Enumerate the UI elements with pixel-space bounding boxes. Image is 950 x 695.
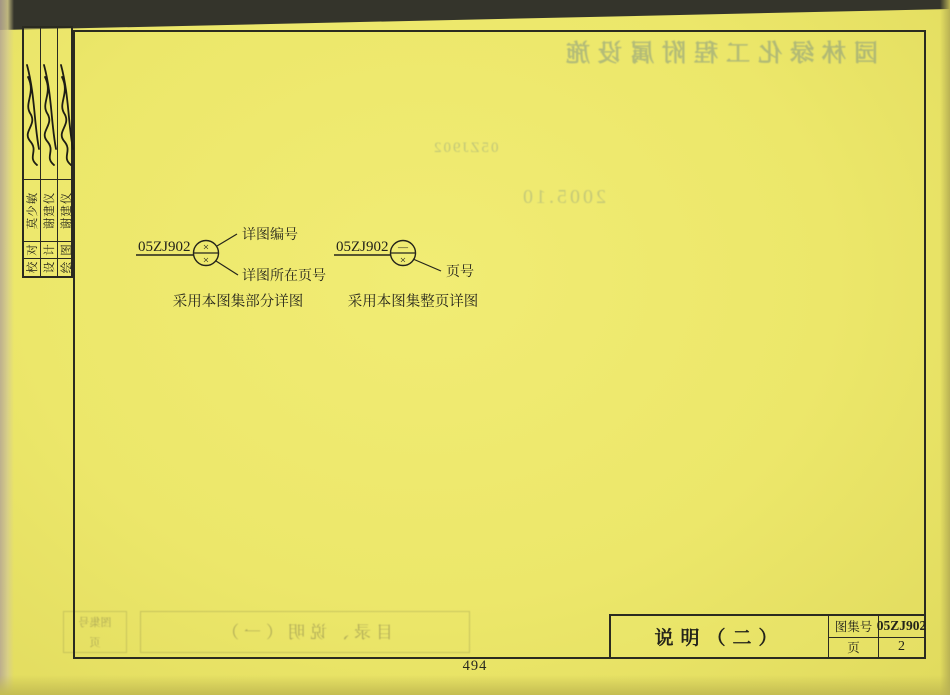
detail-page-label: 详图所在页号 bbox=[242, 269, 326, 284]
text-line bbox=[99, 540, 499, 562]
role-char-1: 设 bbox=[44, 261, 56, 274]
text-line bbox=[517, 512, 917, 534]
leader-line bbox=[413, 259, 441, 271]
book-page-number: 494 bbox=[462, 658, 488, 674]
text-line bbox=[99, 338, 499, 360]
text-line bbox=[99, 64, 499, 86]
text-line bbox=[517, 64, 917, 86]
text-line bbox=[517, 310, 917, 332]
role-char-2: 图 bbox=[58, 242, 74, 259]
blank-placeholder: — bbox=[398, 242, 408, 254]
text-line bbox=[517, 198, 917, 220]
text-line bbox=[99, 86, 499, 108]
leader-line bbox=[217, 234, 237, 246]
text-line bbox=[517, 243, 917, 265]
text-line bbox=[517, 221, 917, 243]
text-line bbox=[99, 518, 499, 540]
text-line bbox=[99, 361, 499, 383]
text-line bbox=[517, 534, 917, 556]
page-number-label: 页号 bbox=[446, 265, 474, 280]
right-column bbox=[517, 64, 917, 579]
text-line bbox=[517, 131, 917, 153]
sheet-title: 说明（二） bbox=[654, 628, 785, 649]
detail-number-placeholder: × bbox=[202, 241, 210, 254]
text-line bbox=[517, 109, 917, 131]
text-line bbox=[99, 428, 499, 450]
text-line bbox=[517, 377, 917, 399]
handwritten-signature bbox=[58, 28, 74, 180]
detail-page-placeholder: × bbox=[202, 254, 210, 267]
text-line bbox=[99, 495, 499, 517]
left-column-lower bbox=[99, 316, 499, 585]
text-line bbox=[517, 467, 917, 489]
text-line bbox=[99, 473, 499, 495]
text-line bbox=[517, 422, 917, 444]
text-line bbox=[99, 406, 499, 428]
text-line bbox=[517, 400, 917, 422]
sheet-page-value: 2 bbox=[878, 637, 924, 658]
bleed-through-code: 05ZJ902 bbox=[432, 140, 499, 156]
text-line bbox=[99, 176, 499, 198]
scan-edge-left bbox=[0, 0, 14, 695]
text-line bbox=[517, 154, 917, 176]
atlas-number-label: 图集号 bbox=[828, 616, 878, 637]
text-line bbox=[517, 557, 917, 579]
detail-number-label: 详图编号 bbox=[242, 228, 298, 243]
role-char-2: 对 bbox=[24, 242, 40, 259]
text-line bbox=[99, 450, 499, 472]
bleed-through-prev-title: 目录、说明（一） bbox=[140, 611, 470, 653]
left-symbol-caption: 采用本图集部分详图 bbox=[172, 294, 304, 310]
right-symbol-caption: 采用本图集整页详图 bbox=[347, 294, 479, 310]
text-line bbox=[99, 562, 499, 584]
atlas-number-value: 05ZJ902 bbox=[878, 616, 924, 637]
signature-scribble-icon bbox=[42, 34, 57, 174]
left-column-upper bbox=[99, 64, 499, 198]
role-char-1: 校 bbox=[27, 261, 39, 274]
page-number-placeholder: × bbox=[399, 254, 407, 267]
signature-row bbox=[40, 28, 57, 276]
bleed-atlas-label: 图集号 bbox=[78, 617, 112, 629]
text-line bbox=[517, 266, 917, 288]
text-line bbox=[99, 131, 499, 153]
handwritten-signature bbox=[24, 28, 40, 180]
bleed-through-date: 2005.10 bbox=[520, 186, 606, 208]
handwritten-signature bbox=[41, 28, 57, 180]
signature-scribble-icon bbox=[59, 34, 74, 174]
signature-table bbox=[22, 26, 73, 278]
signature-row bbox=[24, 28, 40, 276]
bleed-page-label: 页 bbox=[89, 637, 101, 649]
role-char-2: 计 bbox=[41, 242, 57, 259]
text-line bbox=[517, 489, 917, 511]
leader-line bbox=[216, 261, 238, 275]
text-line bbox=[99, 154, 499, 176]
role-char-1: 绘 bbox=[61, 261, 73, 274]
text-line bbox=[99, 383, 499, 405]
text-line bbox=[517, 288, 917, 310]
index-symbol-diagram bbox=[90, 208, 490, 314]
right-index-code: 05ZJ902 bbox=[336, 239, 389, 255]
text-line bbox=[517, 355, 917, 377]
title-block bbox=[609, 614, 926, 659]
text-line bbox=[517, 445, 917, 467]
bleed-through-title: 园林绿化工程附属设施 bbox=[558, 41, 878, 67]
person-name: 谢建仪 bbox=[41, 180, 57, 242]
signature-scribble-icon bbox=[25, 34, 40, 174]
person-name: 谢建仪 bbox=[58, 180, 74, 242]
text-line bbox=[517, 86, 917, 108]
signature-row bbox=[57, 28, 74, 276]
scan-edge-bottom bbox=[0, 675, 950, 695]
text-line bbox=[517, 176, 917, 198]
text-line bbox=[517, 333, 917, 355]
text-line bbox=[99, 316, 499, 338]
left-index-code: 05ZJ902 bbox=[138, 239, 191, 255]
scan-edge-right bbox=[940, 0, 950, 695]
sheet-page-label: 页 bbox=[828, 637, 878, 658]
text-line bbox=[99, 109, 499, 131]
person-name: 莫少敏 bbox=[24, 180, 40, 242]
